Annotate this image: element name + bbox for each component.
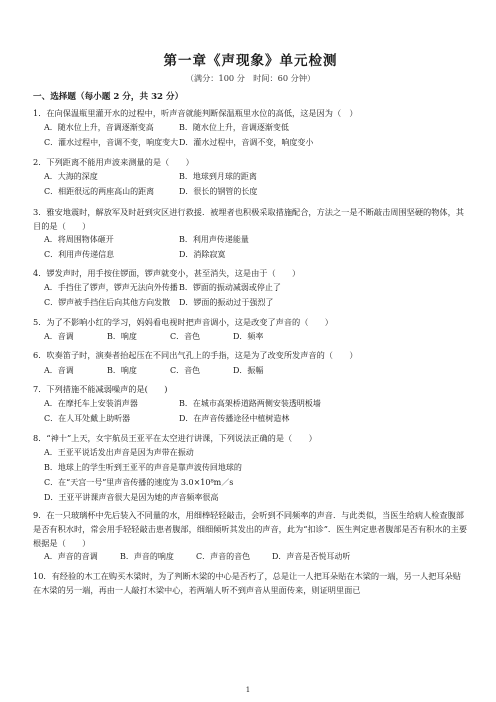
option-a: A．在摩托车上安装消声器 — [44, 399, 138, 409]
options — [33, 447, 468, 505]
options — [33, 365, 468, 380]
option-b: B．地球上的学生听到王亚平的声音是靠声波传回地球的 — [44, 463, 242, 473]
question-4 — [33, 267, 468, 313]
question-stem: 4．锣发声时，用手按住锣面，锣声就变小，甚至消失，这是由于（ ） — [33, 268, 301, 279]
options — [33, 234, 468, 264]
question-8 — [33, 432, 468, 505]
option-b: B．锣面的振动减弱或停止了 — [179, 283, 281, 293]
option-d: D．很长的钢管的长度 — [179, 187, 258, 197]
page-number: 1 — [245, 686, 251, 694]
page-subtitle: （满分：100 分 时间：60 分钟） — [185, 73, 316, 83]
options — [33, 331, 468, 346]
option-b: B．利用声传递能量 — [179, 234, 249, 244]
question-stem: 10．有经验的木工在购买木梁时，为了判断木梁的中心是否朽了，总是让一人把耳朵贴在木梁的一端，另一人把耳朵贴在木梁的另一端，再由一人敲打木梁中心，若两端人听不到声音从里面传来，则证明里面已 — [33, 571, 461, 595]
option-c: C．锣声被手挡住后向其他方向发散 — [44, 298, 171, 308]
question-stem: 3．雅安地震时，解放军及时赶到灾区进行救援．被埋者也积极采取措施配合，方法之一是不断敲击周围坚硬的物体，其目的是（ ） — [33, 206, 464, 231]
option-b: B．在城市高架桥道路两侧安装透明板墙 — [179, 399, 321, 409]
option-a: A．王亚平说话发出声音是因为声带在振动 — [44, 447, 194, 457]
option-d: D．消除寂寞 — [179, 249, 226, 259]
question-5 — [33, 316, 468, 346]
options — [33, 122, 468, 152]
question-stem: 8．“神十”上天，女宇航员王亚平在太空进行讲课，下列说法正确的是（ ） — [33, 432, 317, 443]
option-a: A．音调 — [44, 332, 74, 341]
question-stem: 2．下列距离不能用声波来测量的是（ ） — [33, 156, 194, 167]
option-d: D．频率 — [233, 332, 264, 341]
option-c: C．在人耳处戴上助听器 — [44, 414, 131, 424]
question-stem: 7．下列措施不能减弱噪声的是( ) — [33, 383, 168, 394]
option-a: A．手挡住了锣声，锣声无法向外传播 — [44, 283, 178, 293]
question-10 — [33, 569, 468, 597]
option-d: D．振幅 — [233, 365, 264, 375]
option-d: D．声音是否悦耳动听 — [272, 551, 351, 561]
option-a: A．声音的音调 — [44, 551, 98, 561]
option-c: C．音色 — [170, 365, 201, 375]
option-b: B．响度 — [107, 332, 137, 341]
question-1 — [33, 107, 468, 153]
option-b: B．地球到月球的距离 — [179, 171, 257, 181]
question-3 — [33, 205, 468, 264]
options — [33, 282, 468, 312]
question-stem: 1．在向保温瓶里灌开水的过程中，听声音就能判断保温瓶里水位的高低，这是因为（ ） — [33, 108, 358, 118]
option-a: A．音调 — [44, 365, 74, 375]
option-c: C．在“天宫一号”里声音传播的速度为 3.0×10⁸m／s — [44, 478, 234, 488]
options — [33, 551, 468, 566]
option-a: A．大海的深度 — [44, 171, 98, 181]
option-a: A．随水位上升，音调逐渐变高 — [44, 123, 154, 133]
question-stem: 5．为了不影响小红的学习，妈妈看电视时把声音调小，这是改变了声音的（ ） — [33, 316, 333, 327]
option-d: D．王亚平讲课声音很大是因为她的声音频率很高 — [44, 493, 219, 503]
options — [33, 171, 468, 201]
option-c: C．利用声传递信息 — [44, 249, 115, 259]
option-c: C．灌水过程中，音调不变，响度变大 — [44, 138, 179, 148]
section-heading: 一、选择题（每小题 2 分，共 32 分） — [33, 92, 184, 102]
question-2 — [33, 156, 468, 202]
option-c: C．相距很远的两座高山的距离 — [44, 187, 155, 197]
question-9 — [33, 508, 468, 566]
option-a: A．将周围物体砸开 — [44, 234, 114, 244]
option-d: D．锣面的振动过于强烈了 — [179, 298, 274, 308]
question-6 — [33, 349, 468, 379]
option-c: C．声音的音色 — [196, 551, 251, 561]
question-stem: 6．吹奏笛子时，演奏者抬起压在不同出气孔上的手指，这是为了改变所发声音的（ ） — [33, 350, 358, 361]
page-title: 第一章《声现象》单元检测 — [163, 53, 338, 69]
option-c: C．音色 — [170, 332, 201, 341]
question-stem: 9．在一只玻璃杯中先后装入不同量的水，用细棒轻轻敲击，会听到不同频率的声音．与此类似，当医生给病人检查腹部是否有积水时，常会用手轻轻敲击患者腹部，细细倾听其发出的声音，此为“扣诊”．医生判定患者腹部是否有积水的主要根据是（ ） — [33, 509, 468, 548]
option-b: B．声音的响度 — [120, 551, 174, 561]
options — [33, 398, 468, 428]
question-7 — [33, 383, 468, 429]
option-b: B．随水位上升，音调逐渐变低 — [179, 123, 289, 133]
option-d: D．灌水过程中，音调不变，响度变小 — [179, 138, 314, 148]
option-b: B．响度 — [107, 365, 137, 375]
option-d: D．在声音传播途径中植树造林 — [179, 414, 290, 424]
